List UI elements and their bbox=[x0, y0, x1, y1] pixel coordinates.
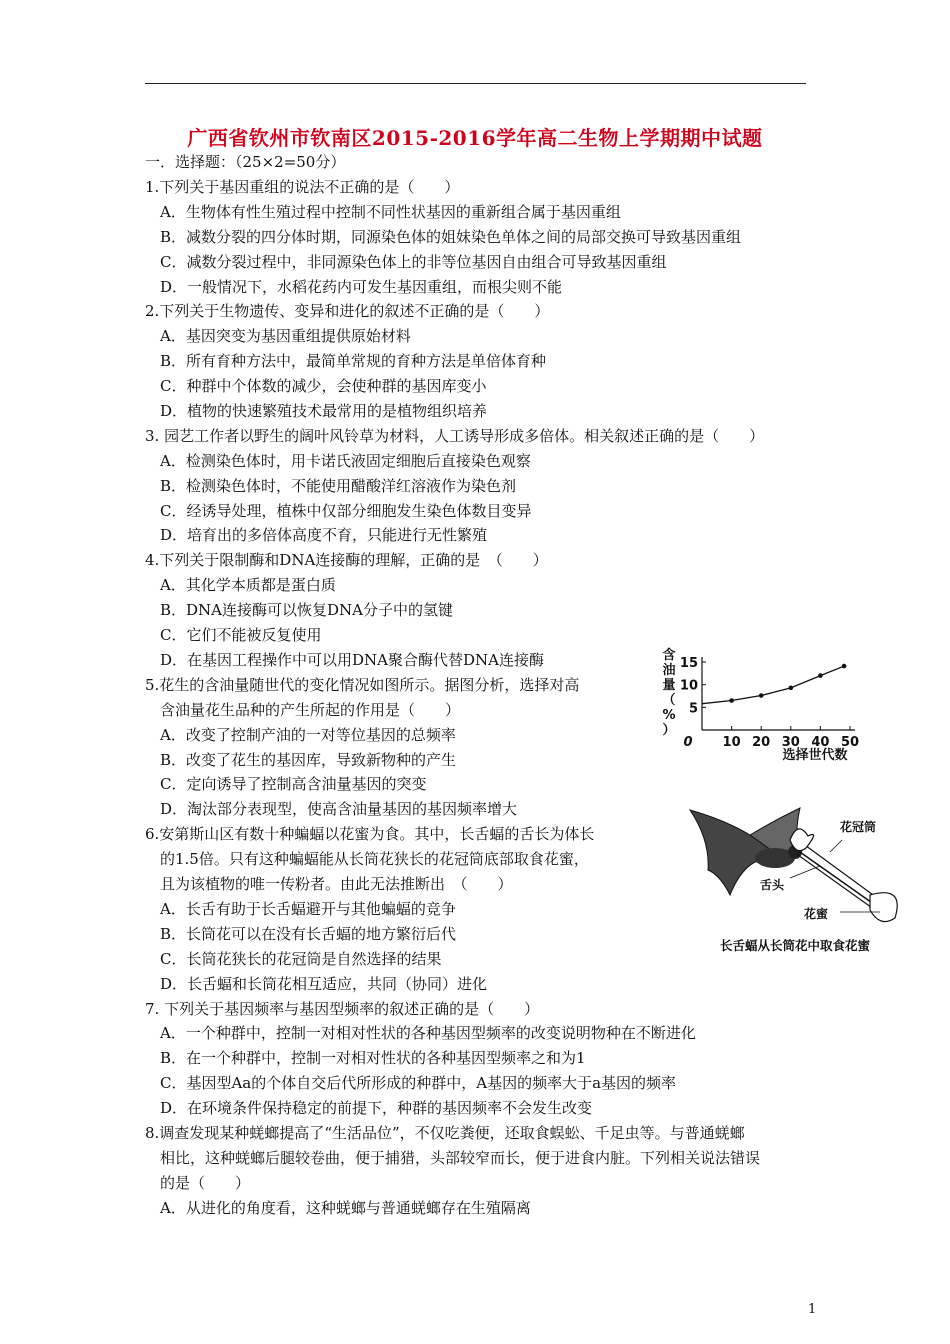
y-axis-label-char: 油 bbox=[662, 663, 676, 678]
y-tick-label: 10 bbox=[679, 678, 698, 694]
answer-option: B．检测染色体时，不能使用醋酸洋红溶液作为染色剂 bbox=[160, 477, 517, 495]
question-stem: 的是（ ） bbox=[160, 1174, 251, 1192]
question-stem: 4.下列关于限制酶和DNA连接酶的理解，正确的是 （ ） bbox=[145, 551, 548, 569]
answer-option: A．改变了控制产油的一对等位基因的总频率 bbox=[160, 726, 456, 744]
answer-option: D．在基因工程操作中可以用DNA聚合酶代替DNA连接酶 bbox=[160, 651, 544, 669]
tongue-leader bbox=[790, 866, 820, 878]
question-stem: 8.调查发现某种蜣螂提高了“生活品位”，不仅吃粪便，还取食蜈蚣、千足虫等。与普通蜣螂 bbox=[145, 1124, 745, 1142]
data-point bbox=[818, 673, 823, 678]
question-stem: 6.安第斯山区有数十种蝙蝠以花蜜为食。其中，长舌蝠的舌长为体长 bbox=[145, 825, 595, 843]
answer-option: C．减数分裂过程中，非同源染色体上的非等位基因自由组合可导致基因重组 bbox=[160, 253, 667, 271]
answer-option: B．在一个种群中，控制一对相对性状的各种基因型频率之和为1 bbox=[160, 1049, 586, 1067]
x-tick-label: 30 bbox=[781, 735, 800, 750]
answer-option: C．经诱导处理，植株中仅部分细胞发生染色体数目变异 bbox=[160, 502, 532, 520]
answer-option: A．一个种群中，控制一对相对性状的各种基因型频率的改变说明物种在不断进化 bbox=[160, 1024, 696, 1042]
x-tick-label: 50 bbox=[840, 735, 860, 750]
section-heading: 一．选择题：（25×2=50分） bbox=[145, 153, 346, 171]
answer-option: A．检测染色体时，用卡诺氏液固定细胞后直接染色观察 bbox=[160, 452, 531, 470]
answer-option: C．基因型Aa的个体自交后代所形成的种群中，A基因的频率大于a基因的频率 bbox=[160, 1074, 677, 1092]
y-axis-label-char: （ bbox=[662, 693, 676, 708]
data-point bbox=[759, 693, 764, 698]
answer-option: C．种群中个体数的减少，会使种群的基因库变小 bbox=[160, 377, 487, 395]
question-stem: 含油量花生品种的产生所起的作用是（ ） bbox=[160, 701, 461, 719]
answer-option: A．生物体有性生殖过程中控制不同性状基因的重新组合属于基因重组 bbox=[160, 203, 621, 221]
x-tick-label: 0 bbox=[683, 735, 693, 750]
y-axis-label-char: 量 bbox=[662, 678, 676, 693]
x-axis-label: 选择世代数 bbox=[782, 748, 848, 763]
answer-option: A．从进化的角度看，这种蜣螂与普通蜣螂存在生殖隔离 bbox=[160, 1199, 531, 1217]
answer-option: D．长舌蝠和长筒花相互适应，共同（协同）进化 bbox=[160, 975, 488, 993]
answer-option: B．减数分裂的四分体时期，同源染色体的姐妹染色单体之间的局部交换可导致基因重组 bbox=[160, 228, 742, 246]
bat-figure-caption: 长舌蝠从长筒花中取食花蜜 bbox=[719, 938, 870, 953]
answer-option: C．它们不能被反复使用 bbox=[160, 626, 322, 644]
x-tick-label: 10 bbox=[722, 735, 741, 750]
question-stem: 1.下列关于基因重组的说法不正确的是（ ） bbox=[145, 178, 460, 196]
answer-option: D．培育出的多倍体高度不育，只能进行无性繁殖 bbox=[160, 526, 488, 544]
flower-petals bbox=[790, 829, 814, 851]
question-stem: 3. 园艺工作者以野生的阔叶风铃草为材料，人工诱导形成多倍体。相关叙述正确的是（ ） bbox=[145, 427, 765, 445]
question-stem: 5.花生的含油量随世代的变化情况如图所示。据图分析，选择对高 bbox=[145, 676, 580, 694]
answer-option: D．植物的快速繁殖技术最常用的是植物组织培养 bbox=[160, 402, 488, 420]
label-tongue: 舌头 bbox=[760, 878, 785, 892]
answer-option: D．一般情况下，水稻花药内可发生基因重组，而根尖则不能 bbox=[160, 278, 563, 296]
page-number: 1 bbox=[808, 1302, 817, 1317]
answer-option: B．长筒花可以在没有长舌蝠的地方繁衍后代 bbox=[160, 925, 457, 943]
question-stem: 7. 下列关于基因频率与基因型频率的叙述正确的是（ ） bbox=[145, 1000, 540, 1018]
oil-content-chart bbox=[655, 645, 870, 770]
question-stem: 的1.5倍。只有这种蝙蝠能从长筒花狭长的花冠筒底部取食花蜜， bbox=[160, 850, 589, 868]
page-title: 广西省钦州市钦南区2015-2016学年高二生物上学期期中试题 bbox=[187, 126, 763, 150]
y-axis-label bbox=[662, 647, 675, 738]
oil-content-series bbox=[702, 666, 844, 704]
answer-option: C．定向诱导了控制高含油量基因的突变 bbox=[160, 775, 427, 793]
answer-option: B．改变了花生的基因库，导致新物种的产生 bbox=[160, 751, 457, 769]
question-stem: 2.下列关于生物遗传、变异和进化的叙述不正确的是（ ） bbox=[145, 302, 550, 320]
answer-option: B．所有育种方法中，最简单常规的育种方法是单倍体育种 bbox=[160, 352, 547, 370]
question-stem: 相比，这种蜣螂后腿较卷曲，便于捕猎，头部较窄而长，便于进食内脏。下列相关说法错误 bbox=[160, 1149, 761, 1167]
y-tick-label: 15 bbox=[679, 656, 698, 671]
question-stem: 且为该植物的唯一传粉者。由此无法推断出 （ ） bbox=[160, 875, 513, 893]
answer-option: A．其化学本质都是蛋白质 bbox=[160, 576, 336, 594]
y-axis-label-char: 含 bbox=[662, 648, 676, 663]
y-axis-label-char: % bbox=[662, 708, 676, 723]
answer-option: A．长舌有助于长舌蝠避开与其他蝙蝠的竞争 bbox=[160, 900, 456, 918]
y-axis-label-char: ） bbox=[662, 723, 676, 738]
label-tube: 花冠筒 bbox=[840, 820, 877, 834]
header-rule bbox=[145, 83, 806, 84]
answer-option: D．淘汰部分表现型，使高含油量基因的基因频率增大 bbox=[160, 800, 518, 818]
flower-base bbox=[870, 893, 897, 922]
x-tick-label: 20 bbox=[752, 735, 771, 750]
answer-option: A．基因突变为基因重组提供原始材料 bbox=[160, 327, 411, 345]
label-nectar: 花蜜 bbox=[804, 907, 829, 921]
tube-leader bbox=[830, 840, 842, 852]
answer-option: B．DNA连接酶可以恢复DNA分子中的氢键 bbox=[160, 601, 453, 619]
answer-option: C．长筒花狭长的花冠筒是自然选择的结果 bbox=[160, 950, 442, 968]
x-tick-label: 40 bbox=[811, 735, 830, 750]
y-tick-label: 5 bbox=[688, 701, 698, 717]
data-point bbox=[789, 686, 794, 691]
answer-option: D．在环境条件保持稳定的前提下，种群的基因频率不会发生改变 bbox=[160, 1099, 593, 1117]
data-point bbox=[729, 698, 734, 703]
data-point bbox=[842, 664, 847, 669]
